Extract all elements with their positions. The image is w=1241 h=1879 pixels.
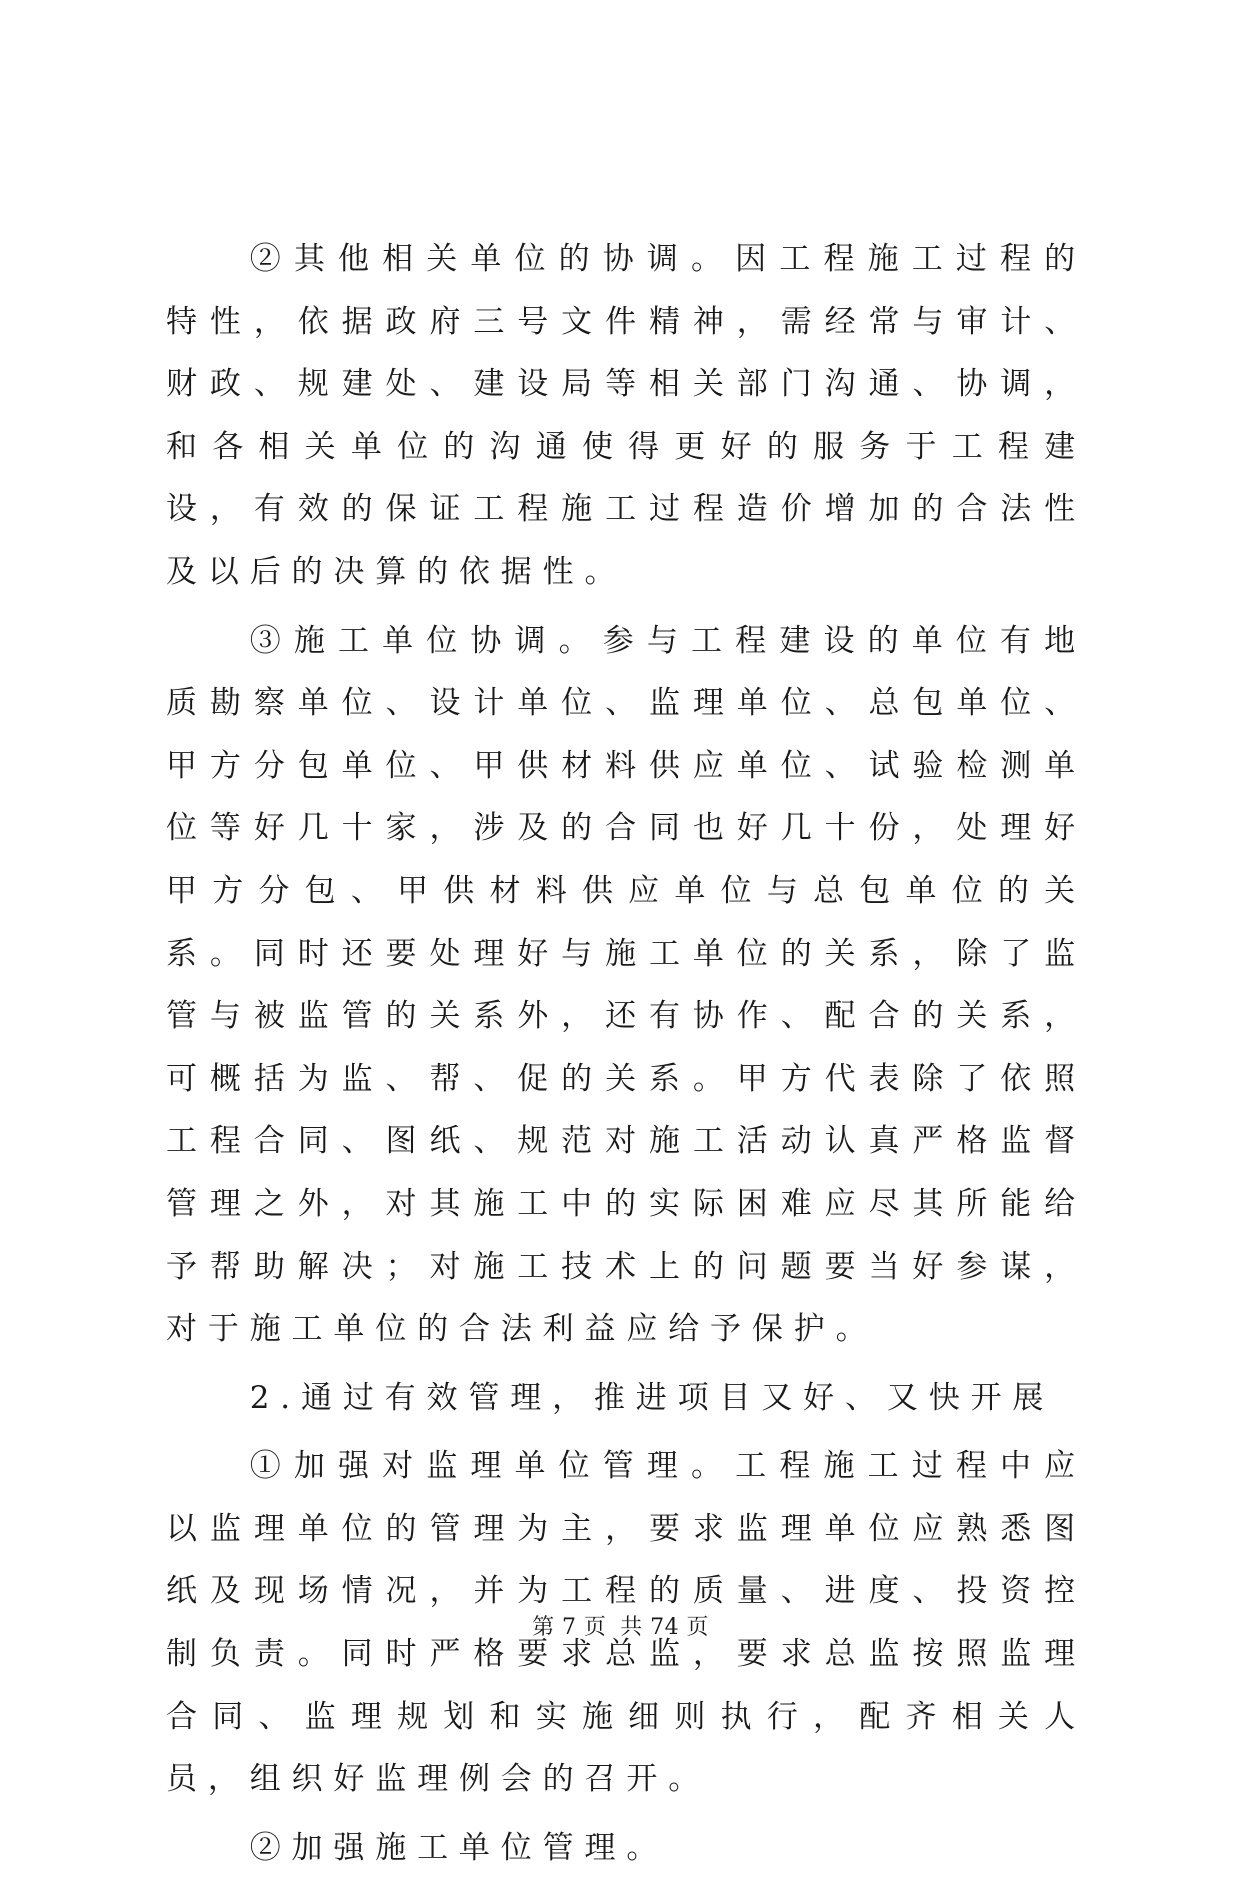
page-total: 共 74 页 [620, 1615, 709, 1640]
page-number: 第 7 页 [532, 1615, 607, 1640]
page-footer [0, 1613, 1241, 1643]
section-heading-effective-management: 2.通过有效管理，推进项目又好、又快开展 [249, 1379, 1055, 1416]
paragraph-coordination-other-units: ②其他相关单位的协调。因工程施工过程的特性，依据政府三号文件精神，需经常与审计、财政、规建处、建设局等相关部门沟通、协调，和各相关单位的沟通使得更好的服务于工程建设，有效的保证工程施工过程造价增加的合法性及以后的决算的依据性。 [166, 241, 1086, 590]
paragraph-coordination-construction-units: ③施工单位协调。参与工程建设的单位有地质勘察单位、设计单位、监理单位、总包单位、甲方分包单位、甲供材料供应单位、试验检测单位等好几十家，涉及的合同也好几十份，处理好甲方分包、甲供材料供应单位与总包单位的关系。同时还要处理好与施工单位的关系，除了监管与被监管的关系外，还有协作、配合的关系，可概括为监、帮、促的关系。甲方代表除了依照工程合同、图纸、规范对施工活动认真严格监督管理之外，对其施工中的实际困难应尽其所能给予帮助解决；对施工技术上的问题要当好参谋，对于施工单位的合法利益应给予保护。 [166, 622, 1086, 1348]
paragraph-supervision-management: ①加强对监理单位管理。工程施工过程中应以监理单位的管理为主，要求监理单位应熟悉图纸及现场情况，并为工程的质量、进度、投资控制负责。同时严格要求总监，要求总监按照监理合同、监理规划和实施细则执行，配齐相关人员，组织好监理例会的召开。 [166, 1448, 1086, 1798]
paragraph-construction-management: ②加强施工单位管理。 [249, 1829, 669, 1866]
